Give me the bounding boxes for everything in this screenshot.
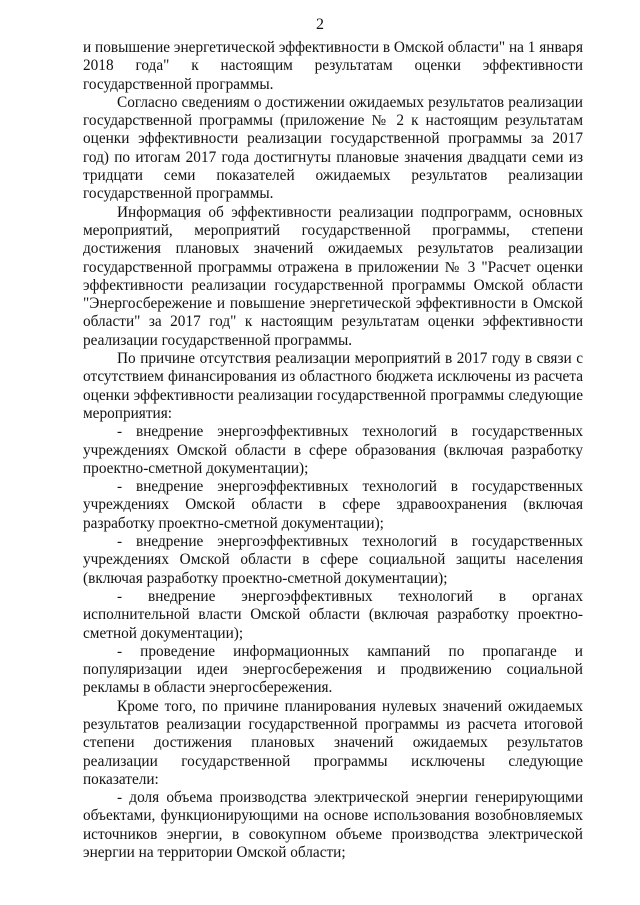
paragraph-excluded-activities: По причине отсутствия реализации мероприятий в 2017 году в связи с отсутствием финансирования из областного бюджета исключены из расчета оценки эффективности реализации государственной программы следующие мероприятия:: [83, 350, 583, 422]
list-item-social-protection: - внедрение энергоэффективных технологий в государственных учреждениях Омской области в сфере социальной защиты населения (включая разработку проектно-сметной документации);: [83, 533, 583, 587]
paragraph-excluded-indicators: Кроме того, по причине планирования нулевых значений ожидаемых результатов реализации государственной программы из расчета итоговой степени достижения плановых значений ожидаемых результатов реализации государственной программы исключены следующие показатели:: [83, 697, 583, 788]
paragraph-efficiency-info: Информация об эффективности реализации подпрограмм, основных мероприятий, мероприятий государственной программы, степени достижения плановых значений ожидаемых результатов реализации государственной программы отражена в приложении № 3 "Расчет оценки эффективности реализации государственной программы Омской области "Энергосбережение и повышение энергетической эффективности в Омской области" за 2017 год" к настоящим результатам оценки эффективности реализации государственной программы.: [83, 203, 583, 349]
page-number: 2: [316, 16, 324, 33]
list-item-executive-authorities: - внедрение энергоэффективных технологий в органах исполнительной власти Омской области (включая разработку проектно-сметной документации);: [83, 587, 583, 642]
paragraph-achievement-summary: Согласно сведениям о достижении ожидаемых результатов реализации государственной программы (приложение № 2 к настоящим результатам оценки эффективности реализации государственной программы за 2017 год) по итогам 2017 года достигнуты плановые значения двадцати семи из тридцати семи показателей ожидаемых результатов реализации государственной программы.: [83, 93, 583, 203]
document-body: [83, 39, 583, 862]
list-item-renewable-energy-share: - доля объема производства электрической энергии генерирующими объектами, функционирующими на основе использования возобновляемых источников энергии, в совокупном объеме производства электрической энергии на территории Омской области;: [83, 789, 583, 862]
paragraph-continuation: и повышение энергетической эффективности в Омской области" на 1 января 2018 года" к настоящим результатам оценки эффективности государственной программы.: [83, 39, 583, 93]
list-item-education: - внедрение энергоэффективных технологий в государственных учреждениях Омской области в сфере образования (включая разработку проектно-сметной документации);: [83, 423, 583, 477]
list-item-healthcare: - внедрение энергоэффективных технологий в государственных учреждениях Омской области в сфере здравоохранения (включая разработку проектно-сметной документации);: [83, 478, 583, 532]
list-item-information-campaigns: - проведение информационных кампаний по пропаганде и популяризации идеи энергосбережения и продвижению социальной рекламы в области энергосбережения.: [83, 642, 583, 697]
